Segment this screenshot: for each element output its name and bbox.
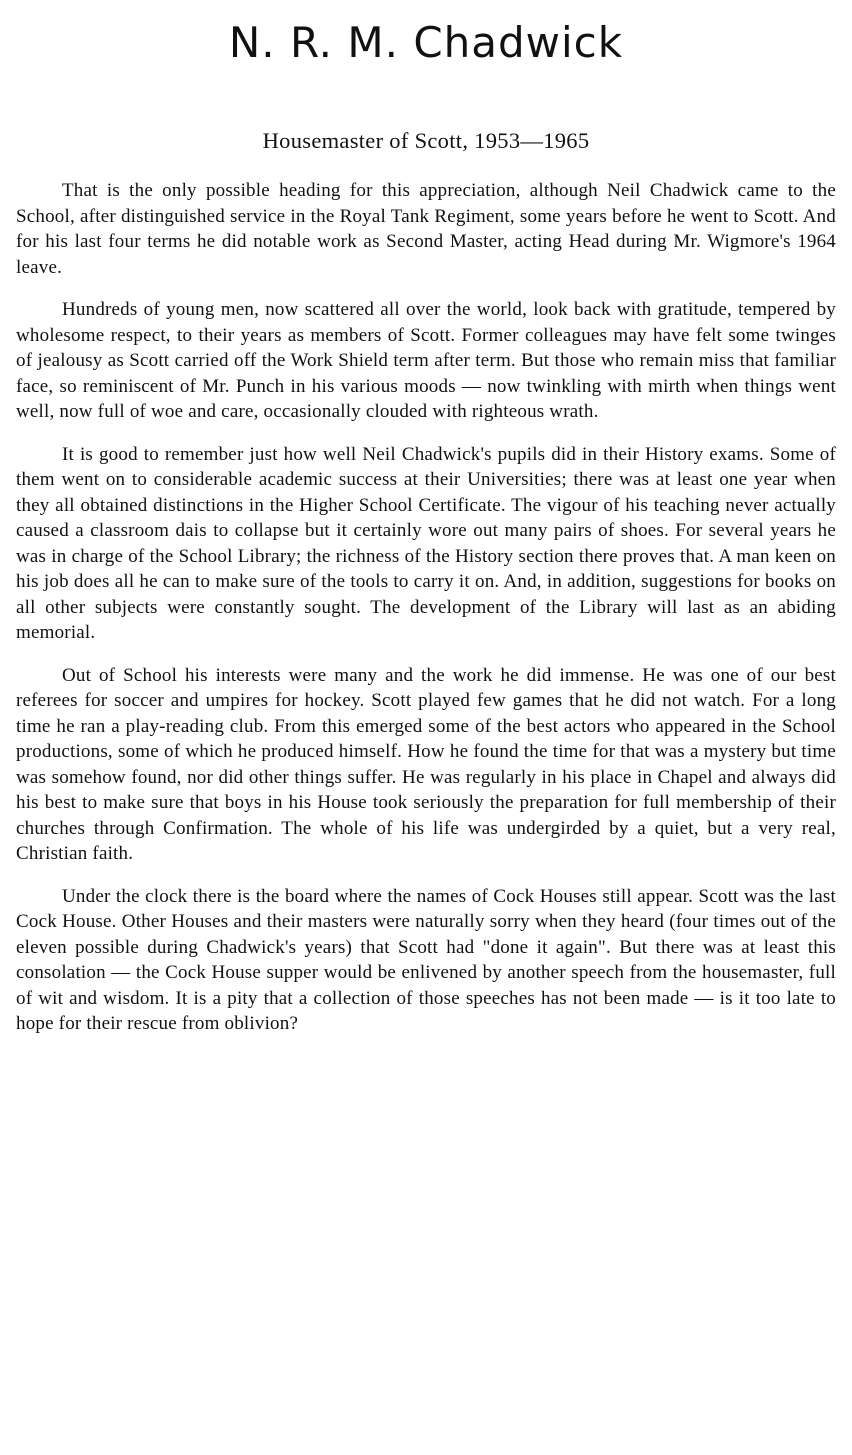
paragraph-2: Hundreds of young men, now scattered all over the world, look back with gratitude, tempered by wholesome respect, to their years as members of Scott. Former colleagues may have felt some twinges of jealousy as Scott carried off the Work Shield term after term. But those who remain miss that familiar face, so reminiscent of Mr. Punch in his various moods — now twinkling with mirth when things went well, now full of woe and care, occasionally clouded with righteous wrath. bbox=[16, 299, 836, 422]
paragraph-3: It is good to remember just how well Neil Chadwick's pupils did in their History exams. Some of them went on to considerable academic success at their Universities; there was at least one year when they all obtained distinctions in the Higher School Certificate. The vigour of his teaching never actually caused a classroom dais to collapse but it certainly wore out many pairs of shoes. For several years he was in charge of the School Library; the richness of the History section there proves that. A man keen on his job does all he can to make sure of the tools to carry it on. And, in addition, suggestions for books on all other subjects were constantly sought. The development of the Library will last as an abiding memorial. bbox=[16, 443, 836, 643]
paragraph-4: Out of School his interests were many and the work he did immense. He was one of our best referees for soccer and umpires for hockey. Scott played few games that he did not watch. For a long time he ran a play-reading club. From this emerged some of the best actors who appeared in the School productions, some of which he produced himself. How he found the time for that was a mystery but time was somehow found, nor did other things suffer. He was regularly in his place in Chapel and always did his best to make sure that boys in his House took seriously the preparation for full membership of their churches through Confirmation. The whole of his life was undergirded by a quiet, but a very real, Christian faith. bbox=[16, 664, 836, 864]
page-title: N. R. M. Chadwick bbox=[228, 18, 624, 67]
article-body bbox=[16, 178, 836, 1037]
paragraph-1: That is the only possible heading for this appreciation, although Neil Chadwick came to the School, after distinguished service in the Royal Tank Regiment, some years before he went to Scott. And for his last four terms he did notable work as Second Master, acting Head during Mr. Wigmore's 1964 leave. bbox=[16, 180, 836, 278]
page-subtitle: Housemaster of Scott, 1953—1965 bbox=[262, 128, 590, 153]
paragraph-5: Under the clock there is the board where the names of Cock Houses still appear. Scott was the last Cock House. Other Houses and their masters were naturally sorry when they heard (four times out of the eleven possible during Chadwick's years) that Scott had "done it again". But there was at least this consolation — the Cock House supper would be enlivened by another speech from the housemaster, full of wit and wisdom. It is a pity that a collection of those speeches has not been made — is it too late to hope for their rescue from oblivion? bbox=[16, 885, 836, 1034]
